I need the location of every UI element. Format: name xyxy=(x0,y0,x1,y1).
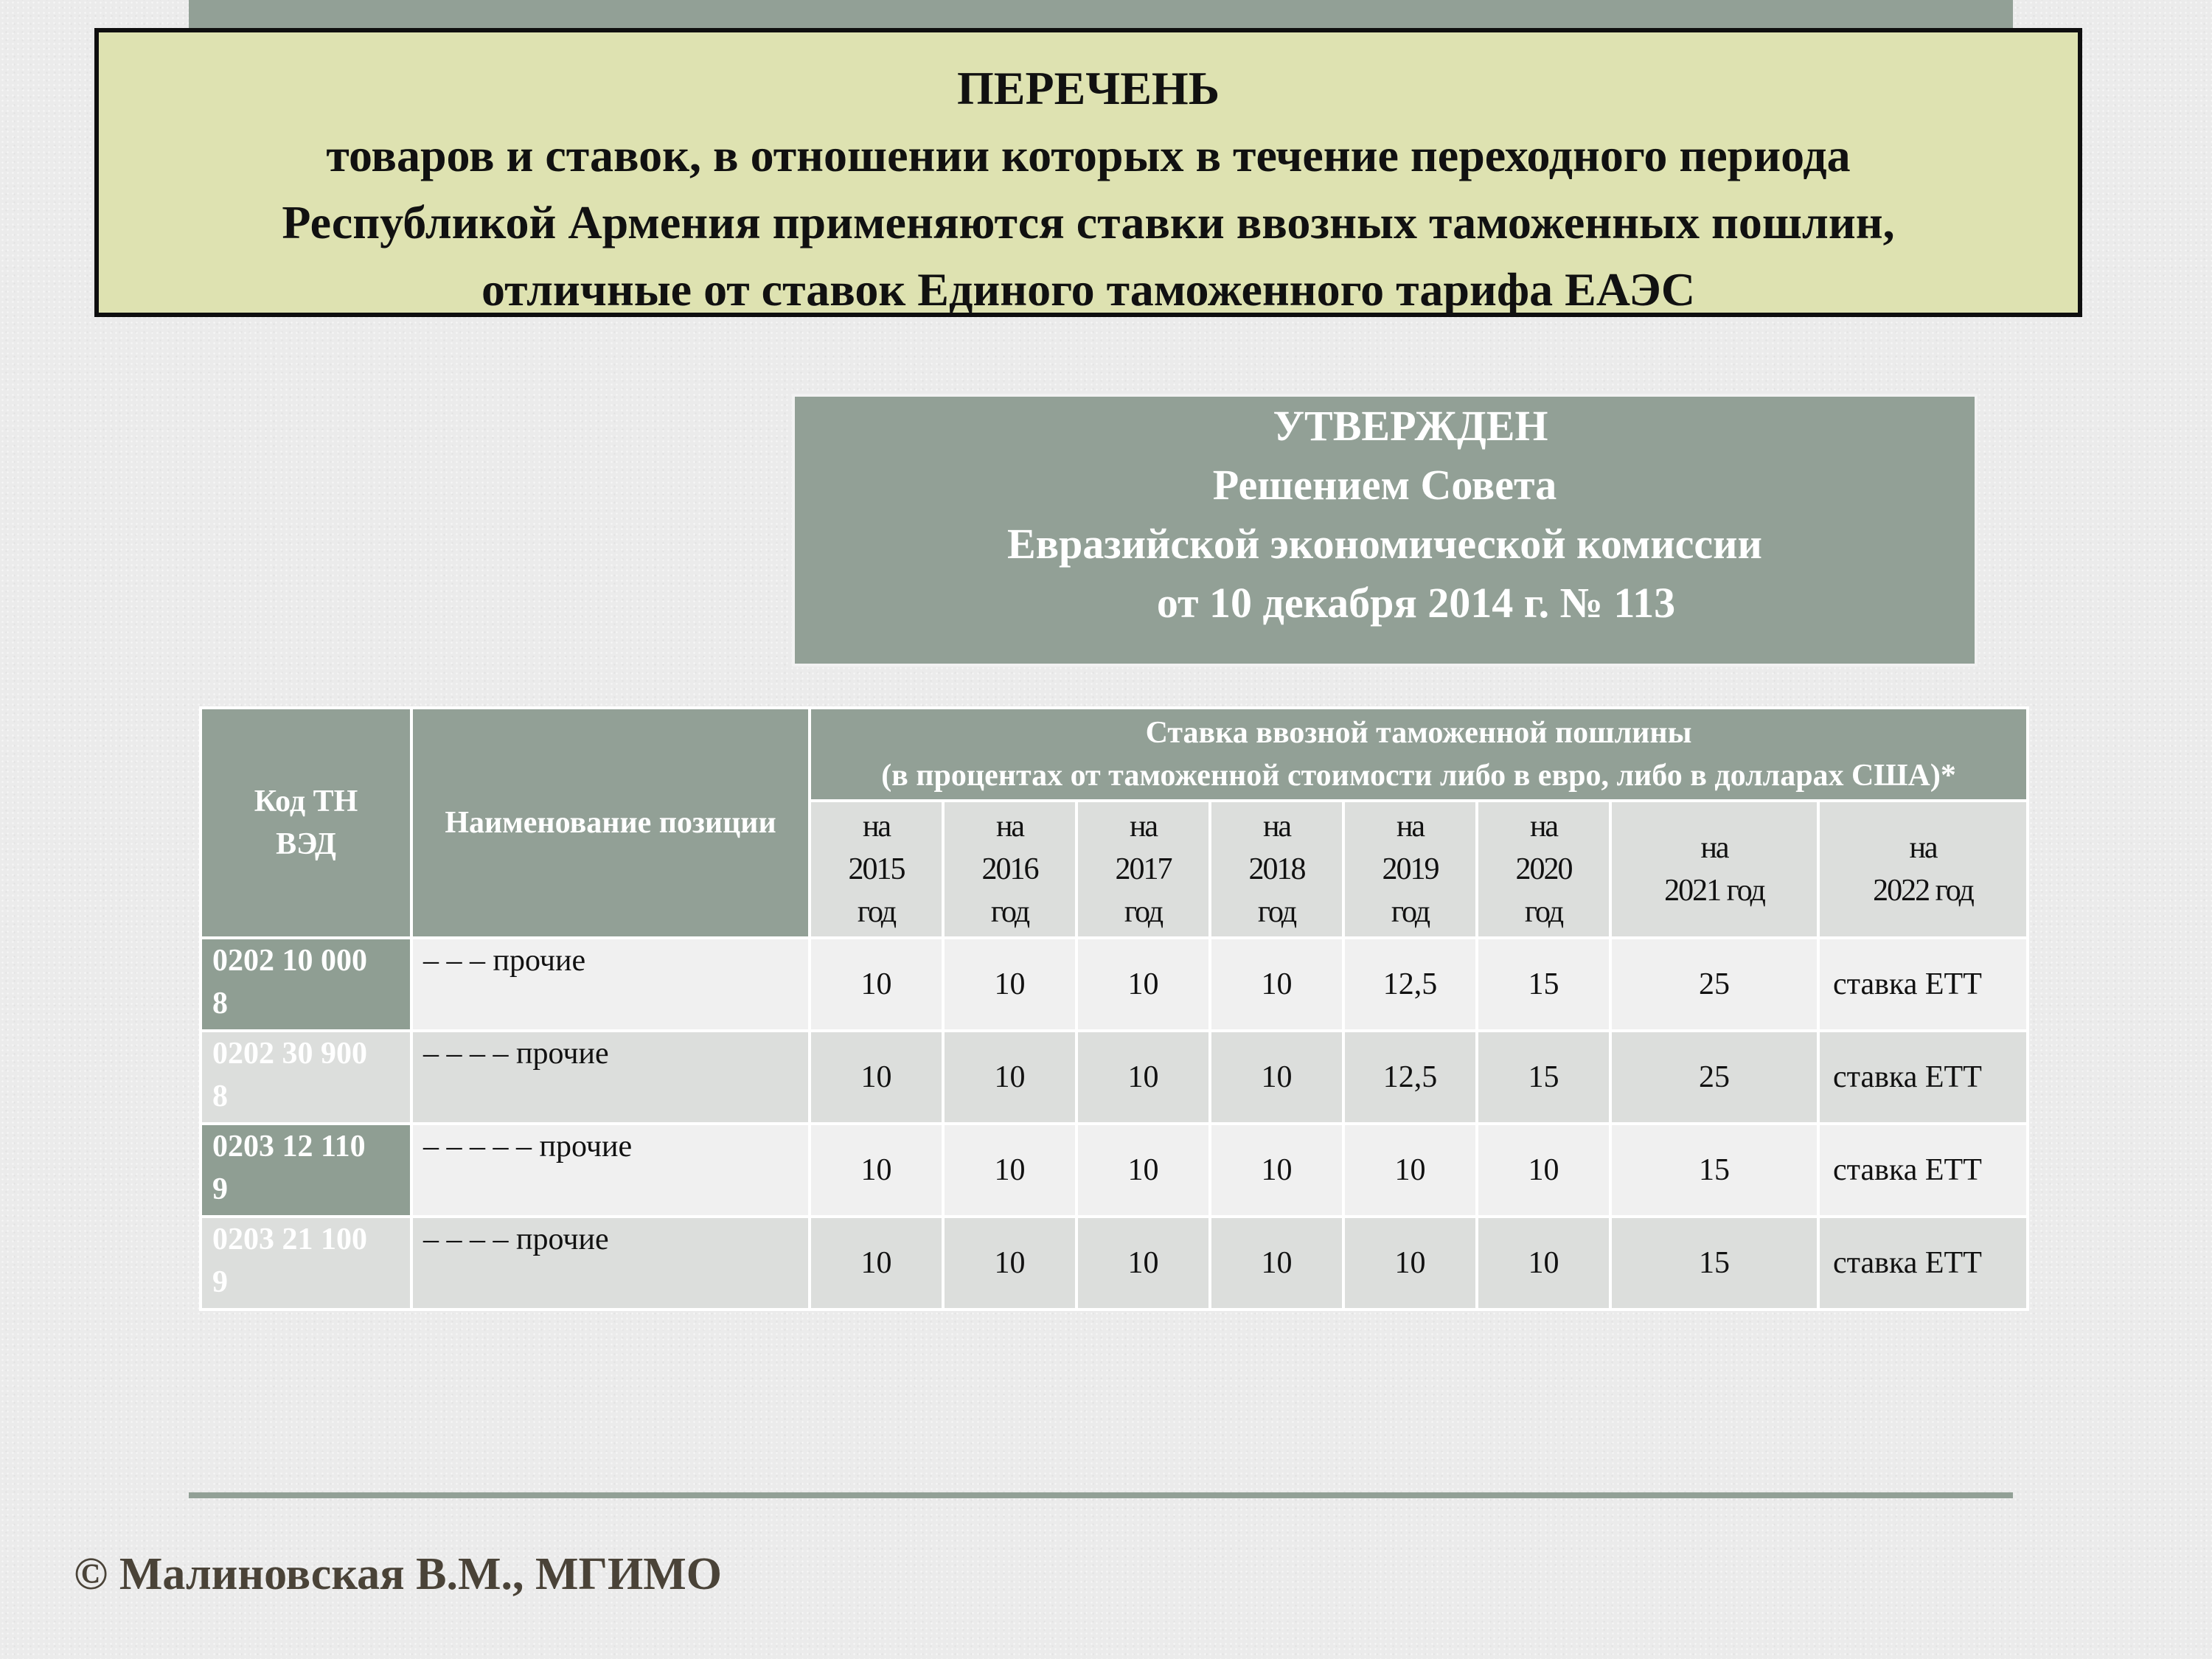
rate-2017: 10 xyxy=(1077,1124,1210,1217)
year-pre: на xyxy=(1262,810,1291,844)
name-cell: – – – прочие xyxy=(411,938,810,1031)
approval-line-3: Евразийской экономической комиссии xyxy=(1007,520,1762,568)
year-pre: на xyxy=(862,810,891,844)
header-rate-line-1: Ставка ввозной таможенной пошлины xyxy=(1145,716,1692,750)
year-header-2019 xyxy=(1343,801,1477,938)
year-value: 2016 xyxy=(981,852,1038,886)
rates-table xyxy=(199,706,2029,1311)
year-header-2020 xyxy=(1477,801,1610,938)
rate-2016: 10 xyxy=(943,938,1077,1031)
rate-2019: 10 xyxy=(1343,1217,1477,1310)
year-value: 2022 год xyxy=(1873,874,1973,908)
year-post: год xyxy=(1524,895,1563,929)
code-part-1: 0203 21 100 xyxy=(212,1222,367,1256)
title-line-1: ПЕРЕЧЕНЬ xyxy=(957,62,1220,114)
year-header-2017 xyxy=(1077,801,1210,938)
rate-2018: 10 xyxy=(1210,1124,1343,1217)
year-post: год xyxy=(990,895,1029,929)
rate-2020: 15 xyxy=(1477,938,1610,1031)
rate-2022: ставка ЕТТ xyxy=(1818,1124,2028,1217)
header-row-1 xyxy=(201,708,2028,801)
year-value: 2018 xyxy=(1248,852,1305,886)
approval-line-2: Решением Совета xyxy=(1212,461,1557,509)
title-line-2: товаров и ставок, в отношении которых в течение переходного периода xyxy=(326,129,1851,181)
header-name: Наименование позиции xyxy=(411,708,810,938)
rate-2020: 10 xyxy=(1477,1217,1610,1310)
rate-2017: 10 xyxy=(1077,938,1210,1031)
title-line-4: отличные от ставок Единого таможенного тарифа ЕАЭС xyxy=(481,263,1696,316)
year-post: год xyxy=(857,895,896,929)
code-part-2: 9 xyxy=(212,1172,228,1206)
rate-2015: 10 xyxy=(810,1124,943,1217)
year-post: год xyxy=(1124,895,1163,929)
year-pre: на xyxy=(1909,831,1937,865)
rate-2017: 10 xyxy=(1077,1217,1210,1310)
rate-2015: 10 xyxy=(810,1031,943,1124)
top-decor-band xyxy=(189,0,2013,29)
year-header-2016 xyxy=(943,801,1077,938)
header-code-line-1: Код ТН xyxy=(254,785,358,818)
year-value: 2021 год xyxy=(1664,874,1764,908)
rate-2015: 10 xyxy=(810,1217,943,1310)
header-rate-group xyxy=(810,708,2028,801)
year-header-2021 xyxy=(1610,801,1818,938)
code-cell xyxy=(201,1217,411,1310)
rate-2018: 10 xyxy=(1210,1217,1343,1310)
code-cell xyxy=(201,1124,411,1217)
year-post: год xyxy=(1391,895,1430,929)
name-cell: – – – – прочие xyxy=(411,1217,810,1310)
rate-2016: 10 xyxy=(943,1124,1077,1217)
code-part-1: 0202 30 900 xyxy=(212,1037,367,1071)
year-pre: на xyxy=(995,810,1024,844)
code-cell xyxy=(201,938,411,1031)
year-value: 2020 xyxy=(1515,852,1572,886)
approval-line-4: от 10 декабря 2014 г. № 113 xyxy=(1156,579,1676,627)
rate-2021: 25 xyxy=(1610,1031,1818,1124)
approval-box xyxy=(792,394,1978,667)
year-pre: на xyxy=(1529,810,1558,844)
table-row xyxy=(201,1031,2028,1124)
rate-2019: 10 xyxy=(1343,1124,1477,1217)
title-box xyxy=(94,28,2082,317)
approval-line-1: УТВЕРЖДЕН xyxy=(1273,402,1548,450)
rate-2018: 10 xyxy=(1210,1031,1343,1124)
rate-2016: 10 xyxy=(943,1217,1077,1310)
year-value: 2017 xyxy=(1115,852,1172,886)
header-rate-line-2: (в процентах от таможенной стоимости либо в евро, либо в долларах США)* xyxy=(881,759,1956,793)
rate-2020: 15 xyxy=(1477,1031,1610,1124)
rate-2021: 25 xyxy=(1610,938,1818,1031)
code-part-2: 9 xyxy=(212,1265,228,1299)
year-post: год xyxy=(1257,895,1296,929)
rate-2019: 12,5 xyxy=(1343,938,1477,1031)
header-code xyxy=(201,708,411,938)
code-cell xyxy=(201,1031,411,1124)
rate-2022: ставка ЕТТ xyxy=(1818,1031,2028,1124)
footer-divider xyxy=(189,1492,2013,1498)
year-pre: на xyxy=(1700,831,1728,865)
rate-2019: 12,5 xyxy=(1343,1031,1477,1124)
code-part-1: 0203 12 110 xyxy=(212,1130,366,1164)
year-pre: на xyxy=(1396,810,1425,844)
copyright-text: © Малиновская В.М., МГИМО xyxy=(74,1549,722,1599)
year-header-2015 xyxy=(810,801,943,938)
header-code-line-2: ВЭД xyxy=(276,827,336,861)
code-part-2: 8 xyxy=(212,1079,228,1113)
code-part-1: 0202 10 000 xyxy=(212,944,367,978)
rate-2021: 15 xyxy=(1610,1217,1818,1310)
rate-2022: ставка ЕТТ xyxy=(1818,1217,2028,1310)
rate-2017: 10 xyxy=(1077,1031,1210,1124)
rate-2022: ставка ЕТТ xyxy=(1818,938,2028,1031)
rate-2020: 10 xyxy=(1477,1124,1610,1217)
table-row xyxy=(201,1217,2028,1310)
table-row xyxy=(201,938,2028,1031)
name-cell: – – – – прочие xyxy=(411,1031,810,1124)
year-pre: на xyxy=(1129,810,1158,844)
table-row xyxy=(201,1124,2028,1217)
rate-2015: 10 xyxy=(810,938,943,1031)
rate-2016: 10 xyxy=(943,1031,1077,1124)
year-header-2022 xyxy=(1818,801,2028,938)
year-header-2018 xyxy=(1210,801,1343,938)
code-part-2: 8 xyxy=(212,987,228,1020)
rate-2021: 15 xyxy=(1610,1124,1818,1217)
year-value: 2019 xyxy=(1382,852,1439,886)
rate-2018: 10 xyxy=(1210,938,1343,1031)
title-line-3: Республикой Армения применяются ставки ввозных таможенных пошлин, xyxy=(282,196,1895,248)
name-cell: – – – – – прочие xyxy=(411,1124,810,1217)
year-value: 2015 xyxy=(848,852,905,886)
